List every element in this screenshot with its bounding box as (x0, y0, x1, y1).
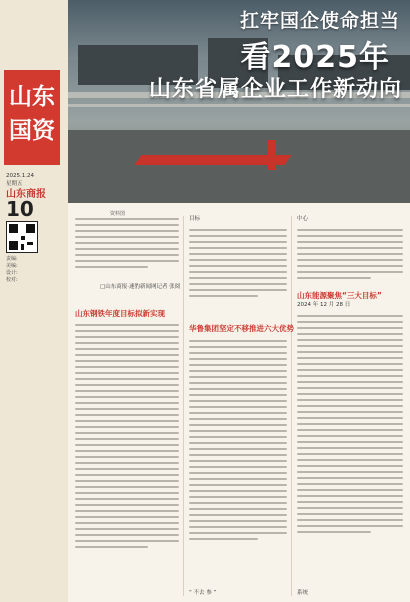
masthead-brand (4, 70, 60, 165)
column-divider (183, 216, 184, 596)
hero-photo (68, 0, 410, 203)
brand-line-1: 山东 (9, 83, 55, 110)
column-3-top-fragment: 中心 (297, 216, 309, 222)
meta-designer: 美编: (6, 263, 18, 269)
meta-proofreader: 校对: (6, 277, 18, 283)
column-2-body (189, 225, 287, 301)
page-number: 10 (6, 197, 34, 221)
headline-subtitle: 山东省属企业工作新动向 (148, 77, 402, 102)
headline-title: 看2025年 (240, 40, 390, 75)
sidebar-meta (6, 256, 18, 284)
edition-date: 2025.1.24 (6, 173, 34, 179)
brand-line-2: 国资 (9, 117, 55, 144)
section-heading-1: 山东钢铁年度目标拟新实现 (75, 309, 165, 318)
column-2-fragment: 目标 (189, 216, 201, 222)
section-heading-2: 华鲁集团坚定不移推进六大优势 (189, 324, 294, 333)
photo-credit: 资料图 (110, 211, 126, 217)
column-1-body (75, 320, 179, 552)
column-3-body (297, 225, 403, 283)
column-3-fragment: “ 不去 参 ” (189, 590, 217, 596)
section-tag: 山东商报 (6, 189, 46, 200)
column-2-body-continued (189, 336, 287, 544)
byline: □山东商报·速豹新闻网记者 张阅 (100, 284, 181, 290)
column-4-date: 2024 年 12 月 28 日 (297, 302, 351, 308)
column-4-body (297, 311, 403, 537)
headline-kicker: 扛牢国企使命担当 (239, 10, 400, 32)
meta-layout: 设计: (6, 270, 18, 276)
section-heading-3: 山东能源聚焦“三大目标” (297, 291, 382, 300)
column-4-fragment: 系统 (297, 590, 309, 596)
column-divider (291, 216, 292, 596)
lead-paragraph (75, 214, 179, 272)
meta-editor: 责编: (6, 256, 18, 262)
masthead-sidebar (0, 0, 68, 602)
qr-code (6, 221, 38, 253)
edition-weekday: 星期五 (6, 181, 23, 187)
